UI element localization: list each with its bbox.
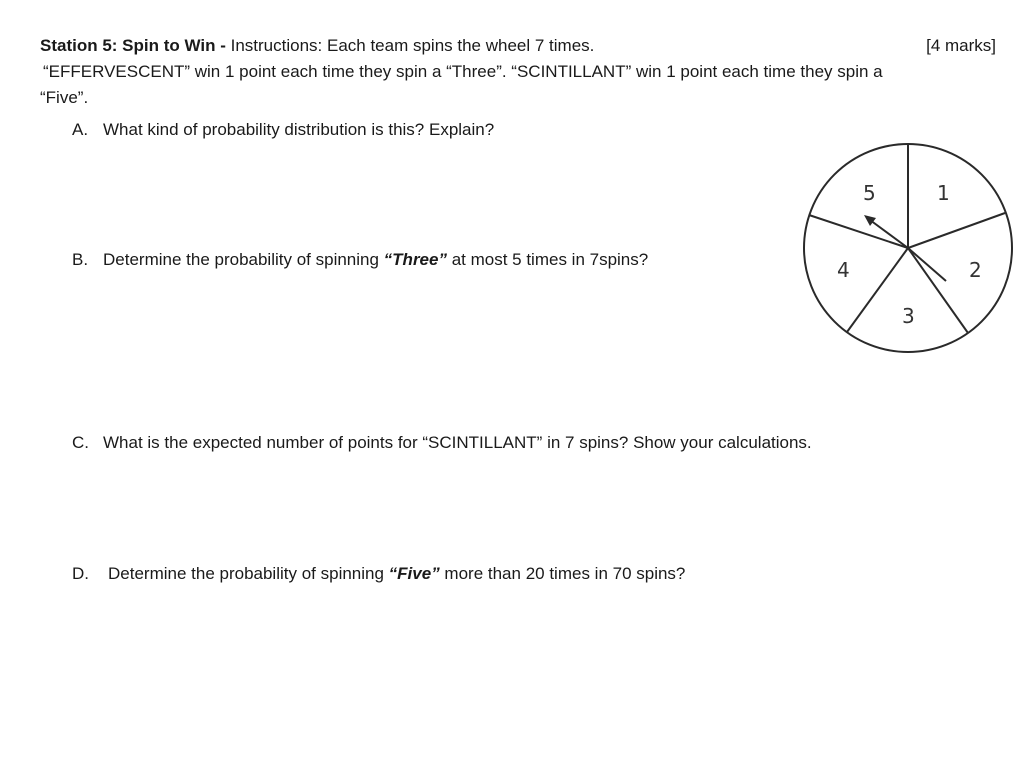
question-a	[72, 120, 494, 140]
question-b-emphasis: “Three”	[383, 250, 447, 269]
spinner-wheel	[800, 140, 1020, 360]
question-c-letter: C.	[72, 433, 89, 452]
station-title: Station 5: Spin to Win -	[40, 36, 231, 55]
question-b-text-before: Determine the probability of spinning	[103, 250, 384, 269]
spinner-label-3: 3	[902, 304, 915, 328]
question-d	[72, 564, 685, 584]
question-d-emphasis: “Five”	[388, 564, 440, 583]
spinner-label-2: 2	[969, 258, 982, 282]
question-c	[72, 433, 812, 453]
spinner-divider-4	[847, 248, 908, 332]
spinner-label-5: 5	[863, 181, 876, 205]
question-b	[72, 250, 648, 270]
question-d-letter: D.	[72, 564, 89, 583]
instructions-line-2: “Five”.	[40, 88, 89, 107]
question-c-text: What is the expected number of points for “SCINTILLANT” in 7 spins? Show your calculations.	[103, 433, 812, 452]
question-a-text: What kind of probability distribution is this? Explain?	[103, 120, 495, 139]
question-d-text-before: Determine the probability of spinning	[108, 564, 389, 583]
instructions-period: .	[589, 36, 595, 55]
question-d-text-after: more than 20 times in 70 spins?	[439, 564, 686, 583]
instructions-lead: Instructions: Each team spins the wheel 7 times	[230, 36, 590, 55]
spinner-divider-3	[908, 248, 968, 333]
spinner-arrow-icon	[864, 215, 876, 226]
spinner-pointer	[870, 220, 908, 248]
header-line	[40, 36, 1000, 56]
question-b-text-after: at most 5 times in 7spins?	[446, 250, 649, 269]
marks-label: [4 marks]	[926, 36, 996, 55]
spinner-label-4: 4	[837, 258, 850, 282]
question-a-letter: A.	[72, 120, 89, 139]
spinner-divider-2	[908, 213, 1005, 248]
question-b-letter: B.	[72, 250, 89, 269]
spinner-divider-5	[809, 215, 908, 248]
instructions-line-1: “EFFERVESCENT” win 1 point each time they spin a “Three”. “SCINTILLANT” win 1 point each time they spin a	[43, 62, 883, 81]
spinner-label-1: 1	[937, 181, 950, 205]
